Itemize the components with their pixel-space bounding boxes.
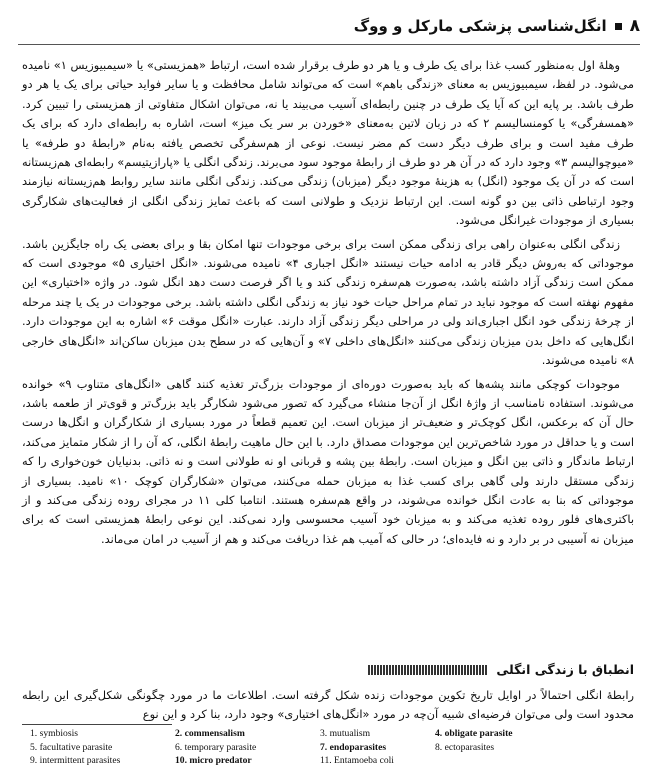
paragraph-1: وهلهٔ اول به‌منظور کسب غذا برای یک طرف و یا هر دو طرف برقرار شده است، ارتباط «همزیستی» یا «سیمبیوزیس ۱» نامیده می‌شود. در لفظ، سیمبیوزیس به معنای «زندگی باهم» است که می‌تواند شامل محافظت و یا سایر فواید حیاتی برای یک یا هر دو طرف باشد. بر پایه این که آیا یک طرف در چنین رابطه‌ای آسیب می‌بیند یا نه، می‌توان اشکال متفاوتی از همزیستی را تبیین کرد. «همسفرگی» یا کومنسالیسم ۲ که در زبان لاتین به‌معنای «خوردن بر سر یک میز» است، اشاره به رابطه‌ای دارد که برای یک طرف مفید است و برای طرف دیگر دست کم مضر نیست. نوعی از هم‌سفرگی تخصص یافته به‌نام «رابطهٔ دو طرفه» یا «میوچوالیسم ۳» وجود دارد که در آن هر دو طرف از رابطهٔ موجود سود می‌برند. زندگی انگلی یا «پارازیتیسم» رابطه‌ای هم‌زیستانه است که در آن یک موجود (انگل) به هزینهٔ موجود دیگر (میزبان) زندگی می‌کند. زندگی انگلی مانند سایر روابط هم‌زیستانه نیازمند وجود ارتباطی ذاتی بین دو گونه است. این ارتباط نزدیک و طولانی است که باعث تمایز زندگی انگلی از فعالیت‌های شکارگری بسیاری از موجودات غیرانگل می‌شود. bbox=[22, 58, 634, 228]
running-title: انگل‌شناسی پزشکی مارکل و ووگ bbox=[353, 17, 607, 35]
footnote-10: 10. micro predator bbox=[175, 755, 252, 766]
header-divider bbox=[18, 44, 640, 45]
footnote-3: 3. mutualism bbox=[320, 728, 371, 739]
footnote-7: 7. endoparasites bbox=[320, 741, 387, 753]
square-bullet-icon bbox=[615, 23, 622, 30]
footnote-1: 1. symbiosis bbox=[30, 728, 78, 739]
footnote-2: 2. commensalism bbox=[175, 728, 245, 739]
footnotes bbox=[30, 728, 550, 768]
section-title: انطباق با زندگی انگلی bbox=[496, 662, 634, 677]
section-heading bbox=[22, 662, 634, 677]
section-paragraph: رابطهٔ انگلی احتمالاً در اوایل تاریخ تکوین موجودات زنده شکل گرفته است. اطلاعات ما در مورد چگونگی شکل‌گیری این رابطه محدود است ولی می‌توان فرضیه‌ای شبیه آن‌چه در مورد «انگل‌های اختیاری» وجود دارد، بنا کرد و این نوع bbox=[22, 688, 634, 722]
heading-hatch-bar bbox=[368, 665, 488, 675]
footnote-8: 8. ectoparasites bbox=[435, 741, 495, 753]
main-text bbox=[22, 56, 634, 553]
footnote-5: 5. facultative parasite bbox=[30, 741, 113, 753]
footnote-6: 6. temporary parasite bbox=[175, 741, 257, 753]
paragraph-3: موجودات کوچکی مانند پشه‌ها که باید به‌صورت دوره‌ای از موجودات بزرگ‌تر تغذیه کنند گاهی «انگل‌های متناوب ۹» خوانده می‌شوند. استفاده نامناسب از واژهٔ انگل از آن‌جا منشاء می‌گیرد که تصور می‌شود شکارگر باید بزرگ‌تر و قوی‌تر از طعمه باشد، حال آن که برعکس، انگل کوچک‌تر و ضعیف‌تر از میزبان است. این تعمیم قطعاً در مورد بسیاری از شکارگران و انگل‌ها درست است و یا حداقل در مورد شاخص‌ترین این موجودات مصداق دارد. با این حال ماهیت رابطهٔ انگلی، که آن را از شکار متمایز می‌کند، ارتباط ماندگار و ذاتی بین انگل و میزبان است. رابطهٔ بین پشه و قربانی او نه طولانی است و نه ذاتی. بدنیایان خون‌خواری را که زندگی مستقل دارند ولی گاهی برای کسب غذا به میزبان حمله می‌کنند، می‌توان «شکارگران کوچک ۱۰» نامید. بسیاری از موجوداتی که بنا به عادت انگل خوانده می‌شوند، در واقع هم‌سفره هستند. انتامبا کلی ۱۱ در مجرای روده زندگی می‌کند و از باکتری‌های فلور روده تغذیه می‌کند و به میزبان خود آسیب محسوسی وارد نمی‌کند. این نوعی رابطهٔ همزیستی است که برای میزبان نه آسیبی در بر دارد و نه فایده‌ای؛ در حالی که آمیب هم غذا دریافت می‌کند و هم از آسیب در امان می‌ماند. bbox=[22, 376, 634, 546]
page-number: ۸ bbox=[629, 16, 640, 36]
footnote-divider bbox=[22, 724, 172, 725]
footnote-4: 4. obligate parasite bbox=[435, 728, 513, 739]
page-header bbox=[18, 12, 640, 40]
paragraph-2: زندگی انگلی به‌عنوان راهی برای زندگی ممکن است برای برخی موجودات تنها امکان بقا و برای بعضی یک راه جایگزین باشد. موجوداتی که به‌روش دیگر قادر به ادامه حیات نیستند «انگل اجباری ۴» نامیده می‌شوند. «انگل اختیاری ۵» موجودی است که ممکن است زندگی آزاد داشته باشد، به‌صورت هم‌سفره زندگی کند و یا اگر فرصت دست دهد انگل شود. در واژه «اختیاری» این مفهوم نهفته است که موجود نباید در تمام مراحل حیات خود نیاز به زندگی انگلی داشته باشد. برخی موجودات در یک یا چند مرحله از چرخهٔ زندگی خود انگل اجباری‌اند ولی در مراحلی دیگر زندگی آزاد دارند. عبارت «انگل موقت ۶» اشاره به این موجودات دارد. انگل‌هایی که داخل بدن میزبان زندگی می‌کنند «انگل‌های داخلی ۷» و آن‌هایی که در سطح بدن میزبان ساکن‌اند «انگل‌های خارجی ۸» نامیده می‌شوند. bbox=[22, 236, 635, 368]
footnote-11: 11. Entamoeba coli bbox=[320, 755, 394, 766]
footnote-9: 9. intermittent parasites bbox=[30, 755, 121, 766]
